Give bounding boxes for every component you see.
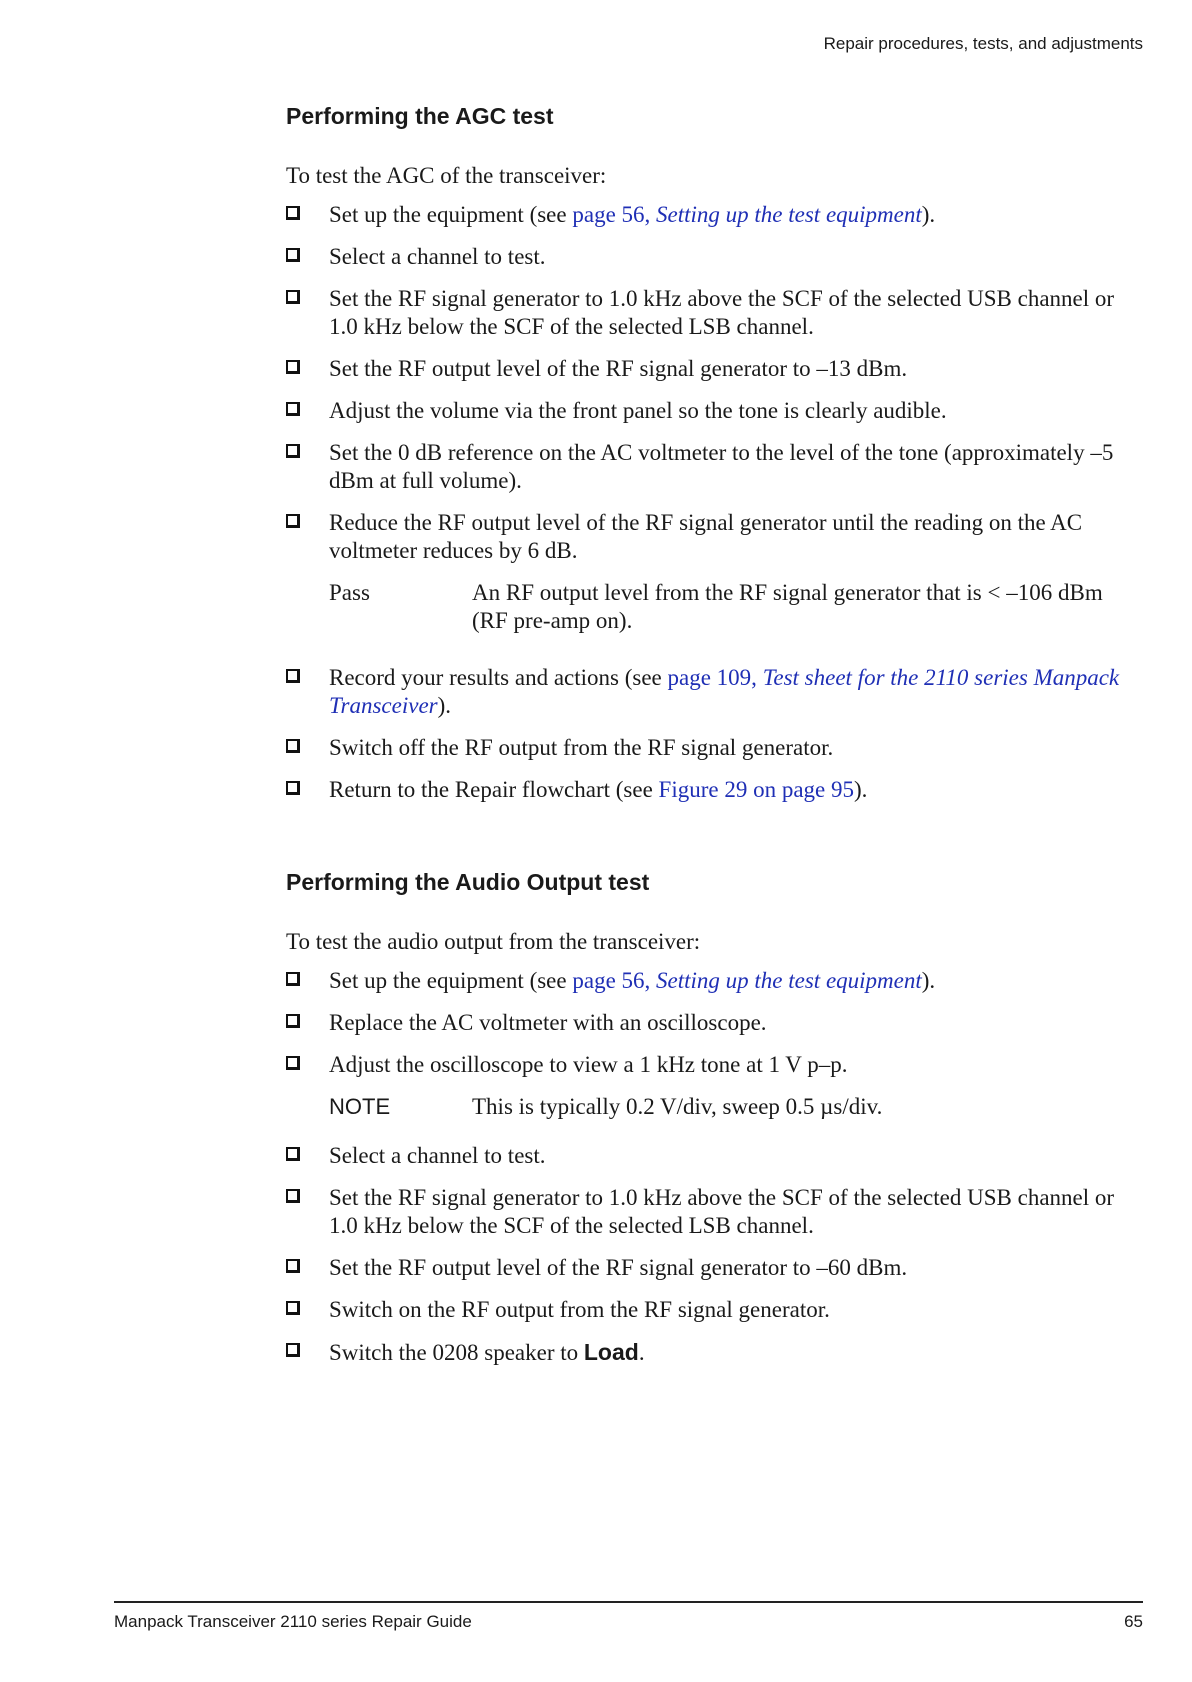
- checkbox-icon[interactable]: [286, 739, 300, 753]
- checklist-item: [286, 355, 1136, 383]
- agc-checklist-continued: [286, 664, 1136, 804]
- link-setting-up-equipment[interactable]: page 56, Setting up the test equipment: [572, 968, 922, 993]
- load-setting: Load: [583, 1339, 639, 1365]
- checkbox-icon[interactable]: [286, 1259, 300, 1273]
- checkbox-icon[interactable]: [286, 1301, 300, 1315]
- checklist-item: [286, 1296, 1136, 1324]
- checklist-item: [286, 1142, 1136, 1170]
- pass-criteria: [286, 579, 1136, 635]
- step-text: Replace the AC voltmeter with an oscilloscope.: [329, 1010, 767, 1035]
- step-text: Set the RF signal generator to 1.0 kHz above the SCF of the selected USB channel or 1.0 kHz below the SCF of the selected LSB channel.: [329, 286, 1115, 339]
- step-text: Reduce the RF output level of the RF signal generator until the reading on the AC voltmeter reduces by 6 dB.: [329, 510, 1083, 563]
- checkbox-icon[interactable]: [286, 206, 300, 220]
- checkbox-icon[interactable]: [286, 1147, 300, 1161]
- checkbox-icon[interactable]: [286, 290, 300, 304]
- step-text: Set the RF output level of the RF signal generator to –60 dBm.: [329, 1255, 908, 1280]
- step-text: Set up the equipment (see: [329, 968, 573, 993]
- audio-checklist-continued: [286, 1142, 1136, 1367]
- checkbox-icon[interactable]: [286, 402, 300, 416]
- note-label: NOTE: [329, 1094, 391, 1119]
- checklist-item: Set up the equipment (see page 56, Setting up the test equipment).: [286, 201, 1136, 229]
- step-text: Record your results and actions (see: [329, 665, 668, 690]
- step-text: Switch the 0208 speaker to: [329, 1340, 584, 1365]
- step-text: Switch on the RF output from the RF signal generator.: [329, 1297, 830, 1322]
- link-figure-29[interactable]: Figure 29 on page 95: [658, 777, 855, 802]
- agc-test-heading: Performing the AGC test: [286, 103, 554, 129]
- running-header: Repair procedures, tests, and adjustments: [823, 34, 1143, 53]
- step-text: Switch off the RF output from the RF signal generator.: [329, 735, 834, 760]
- checkbox-icon[interactable]: [286, 1056, 300, 1070]
- checklist-item: [286, 439, 1136, 495]
- step-text: Return to the Repair flowchart (see: [329, 777, 659, 802]
- checkbox-icon[interactable]: [286, 360, 300, 374]
- checklist-item: [286, 1009, 1136, 1037]
- checkbox-icon[interactable]: [286, 972, 300, 986]
- note: [286, 1093, 1136, 1121]
- step-text: Adjust the oscilloscope to view a 1 kHz tone at 1 V p–p.: [329, 1052, 848, 1077]
- checkbox-icon[interactable]: [286, 1189, 300, 1203]
- checklist-item: Switch the 0208 speaker to Load.: [286, 1338, 1136, 1367]
- step-text: Set the 0 dB reference on the AC voltmeter to the level of the tone (approximately –5 dBm at full volume).: [329, 440, 1114, 493]
- step-text: Select a channel to test.: [329, 244, 546, 269]
- agc-intro: To test the AGC of the transceiver:: [286, 163, 607, 188]
- checkbox-icon[interactable]: [286, 1343, 300, 1357]
- checkbox-icon[interactable]: [286, 444, 300, 458]
- checkbox-icon[interactable]: [286, 514, 300, 528]
- checklist-item: Set up the equipment (see page 56, Setting up the test equipment).: [286, 967, 1136, 995]
- page-content: [286, 100, 1136, 1381]
- checklist-item: [286, 397, 1136, 425]
- checkbox-icon[interactable]: [286, 781, 300, 795]
- pass-text: An RF output level from the RF signal generator that is < –106 dBm (RF pre-amp on).: [472, 580, 1103, 633]
- checkbox-icon[interactable]: [286, 1014, 300, 1028]
- checklist-item: [286, 509, 1136, 565]
- step-text: Set the RF output level of the RF signal generator to –13 dBm.: [329, 356, 908, 381]
- checklist-item: [286, 1254, 1136, 1282]
- page-number: 65: [1124, 1612, 1143, 1631]
- footer-doc-title: Manpack Transceiver 2110 series Repair Guide: [114, 1612, 472, 1631]
- checklist-item: [286, 243, 1136, 271]
- checklist-item: [286, 1184, 1136, 1240]
- footer-divider: [114, 1601, 1143, 1603]
- agc-checklist: [286, 201, 1136, 565]
- pass-label: Pass: [329, 580, 370, 605]
- step-text: Select a channel to test.: [329, 1143, 546, 1168]
- checklist-item: [286, 285, 1136, 341]
- step-text: Adjust the volume via the front panel so the tone is clearly audible.: [329, 398, 947, 423]
- step-text: Set up the equipment (see: [329, 202, 573, 227]
- checkbox-icon[interactable]: [286, 248, 300, 262]
- checklist-item: [286, 1051, 1136, 1079]
- checkbox-icon[interactable]: [286, 669, 300, 683]
- checklist-item: [286, 734, 1136, 762]
- audio-checklist: [286, 967, 1136, 1079]
- link-setting-up-equipment[interactable]: page 56, Setting up the test equipment: [572, 202, 922, 227]
- audio-intro: To test the audio output from the transceiver:: [286, 929, 701, 954]
- step-text: Set the RF signal generator to 1.0 kHz above the SCF of the selected USB channel or 1.0 kHz below the SCF of the selected LSB channel.: [329, 1185, 1115, 1238]
- note-text: This is typically 0.2 V/div, sweep 0.5 µs/div.: [472, 1094, 883, 1119]
- link-test-sheet[interactable]: page 109, Test sheet for the 2110 series Manpack Transceiver: [329, 665, 1120, 718]
- checklist-item: Return to the Repair flowchart (see Figure 29 on page 95).: [286, 776, 1136, 804]
- checklist-item: Record your results and actions (see page 109, Test sheet for the 2110 series Manpack Transceiver).: [286, 664, 1136, 720]
- audio-output-test-heading: Performing the Audio Output test: [286, 869, 650, 895]
